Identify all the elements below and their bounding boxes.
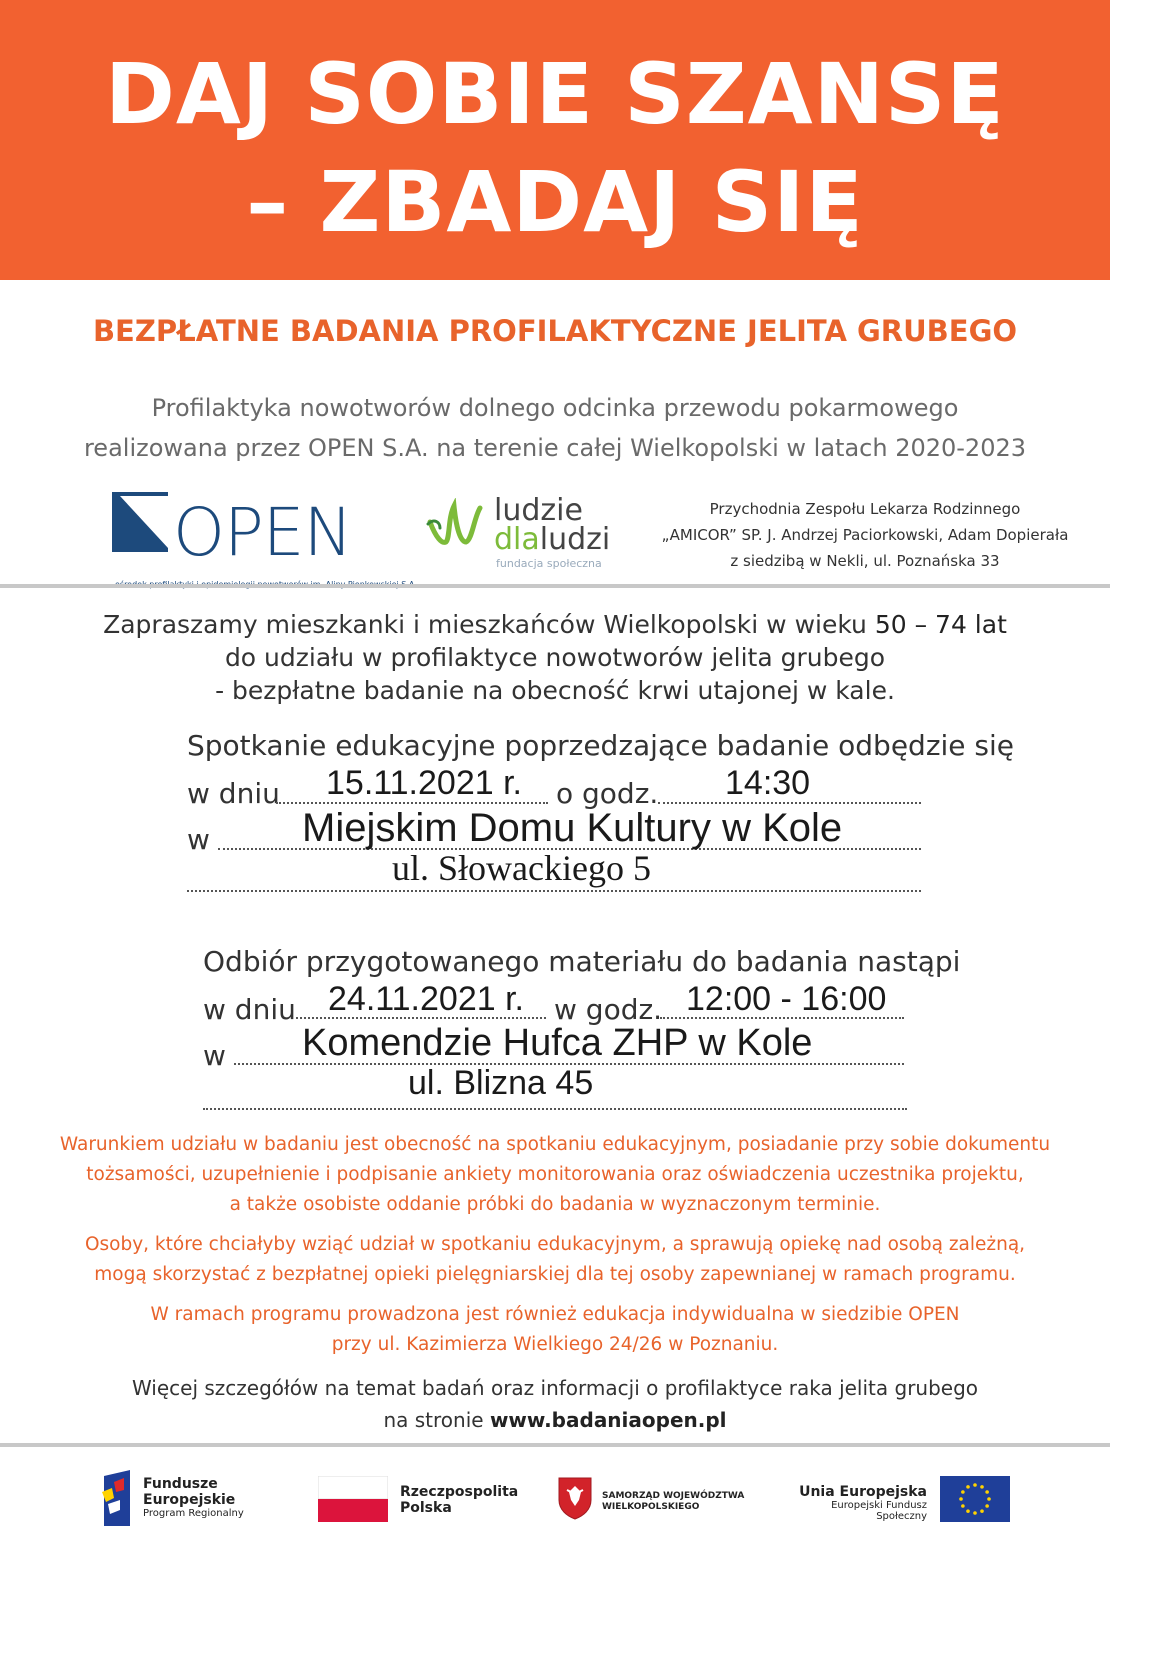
fe-line3: Program Regionalny <box>143 1508 244 1520</box>
eu-star <box>980 1485 984 1489</box>
eu-star <box>973 1483 977 1487</box>
eu-star <box>973 1511 977 1515</box>
clinic-line3: z siedzibą w Nekli, ul. Poznańska 33 <box>730 552 1000 570</box>
fundusze-europejskie-icon <box>98 1468 134 1528</box>
ue-text <box>785 1484 927 1522</box>
pickup-time-label: w godz. <box>554 993 663 1026</box>
invite-line2: do udziału w profilaktyce nowotworów jelita grubego <box>224 643 886 672</box>
rp-text <box>400 1484 518 1516</box>
ldl-logo-ludzi: ludzi <box>539 522 611 557</box>
rp-line1: Rzeczpospolita <box>400 1484 519 1500</box>
sw-text <box>602 1491 744 1513</box>
fe-text <box>143 1476 244 1520</box>
clinic-line1: Przychodnia Zespołu Lekarza Rodzinnego <box>709 500 1021 518</box>
eu-star <box>985 1504 989 1508</box>
meeting-address-line <box>187 890 921 892</box>
polish-flag-icon <box>318 1476 388 1522</box>
conditions-p1-line2: tożsamości, uzupełnienie i podpisanie ankiety monitorowania oraz oświadczenia uczestnika projektu, <box>86 1164 1024 1185</box>
meeting-address-value: ul. Słowackiego 5 <box>392 848 651 888</box>
conditions-p1-line1: Warunkiem udziału w badaniu jest obecność na spotkaniu edukacyjnym, posiadanie przy sobie dokumentu <box>59 1134 1051 1155</box>
ldl-logo-line2 <box>494 522 611 557</box>
meeting-date-value: 15.11.2021 r. <box>326 764 522 802</box>
open-logo-mark <box>112 492 168 552</box>
sw-line1: SAMORZĄD WOJEWÓDZTWA <box>602 1491 745 1501</box>
ldl-logo-dla: dla <box>494 522 540 557</box>
website-link[interactable]: www.badaniaopen.pl <box>489 1408 727 1432</box>
eu-star <box>985 1490 989 1494</box>
meeting-heading: Spotkanie edukacyjne poprzedzające badanie odbędzie się <box>187 729 1015 762</box>
meeting-time-label: o godz. <box>556 777 659 810</box>
eu-star <box>959 1497 963 1501</box>
intro-text <box>0 388 1110 468</box>
fe-line2: Europejskie <box>143 1492 236 1509</box>
conditions-p2-line2: mogą skorzystać z bezpłatnej opieki pielęgniarskiej dla tej osoby zapewnianej w ramach programu. <box>94 1264 1016 1285</box>
pickup-date-value: 24.11.2021 r. <box>328 980 524 1018</box>
ldl-logo-line1: ludzie <box>494 493 583 528</box>
conditions-p1-line3: a także osobiste oddanie próbki do badania w wyznaczonym terminie. <box>229 1194 881 1215</box>
conditions-p3-line1: W ramach programu prowadzona jest również edukacja indywidualna w siedzibie OPEN <box>150 1304 960 1325</box>
invite-line1 <box>0 608 1110 641</box>
meeting-date-label: w dniu <box>187 777 280 810</box>
pickup-time-value: 12:00 - 16:00 <box>686 980 887 1018</box>
ue-line1: Unia Europejska <box>799 1484 927 1500</box>
pickup-place-label: w <box>203 1039 226 1072</box>
pickup-address-value: ul. Blizna 45 <box>408 1064 594 1102</box>
eu-star <box>987 1497 991 1501</box>
eu-star <box>966 1509 970 1513</box>
eu-star <box>961 1504 965 1508</box>
eu-star <box>980 1509 984 1513</box>
pickup-address-line <box>203 1108 907 1110</box>
subtitle: BEZPŁATNE BADANIA PROFILAKTYCZNE JELITA GRUBEGO <box>92 314 1018 348</box>
meeting-time-line <box>658 802 921 804</box>
open-logo-text: OPEN <box>173 494 352 571</box>
ldl-logo-subtitle: fundacja społeczna <box>496 557 602 570</box>
sw-line2: WIELKOPOLSKIEGO <box>602 1501 700 1512</box>
clinic-info <box>660 496 1070 574</box>
invite-age-range: 50 – 74 lat <box>874 610 1007 639</box>
more-info-line1: Więcej szczegółów na temat badań oraz informacji o profilaktyce raka jelita grubego <box>131 1376 979 1400</box>
pickup-place-value: Komendzie Hufca ZHP w Kole <box>302 1022 813 1064</box>
divider-top <box>0 584 1110 588</box>
intro-line1: Profilaktyka nowotworów dolnego odcinka przewodu pokarmowego <box>151 394 959 422</box>
intro-line2: realizowana przez OPEN S.A. na terenie całej Wielkopolski w latach 2020-2023 <box>83 434 1027 462</box>
ludzie-dla-ludzi-logo-icon <box>426 498 488 550</box>
headline-line2: – ZBADAJ SIĘ <box>246 153 864 251</box>
rp-line2: Polska <box>400 1500 452 1517</box>
more-info-line2 <box>0 1404 1110 1436</box>
meeting-place-value: Miejskim Domu Kultury w Kole <box>302 806 843 850</box>
more-info-prefix: na stronie <box>383 1408 490 1432</box>
pickup-heading: Odbiór przygotowanego materiału do badania nastąpi <box>203 945 961 978</box>
headline-line1: DAJ SOBIE SZANSĘ <box>105 45 1005 143</box>
conditions-p2-line1: Osoby, które chciałyby wziąć udział w spotkaniu edukacyjnym, a sprawują opiekę nad osobą zależną, <box>84 1234 1026 1255</box>
divider-bottom <box>0 1443 1110 1447</box>
conditions-paragraph-1 <box>0 1130 1110 1220</box>
meeting-place-label: w <box>187 823 210 856</box>
invite-line1-text: Zapraszamy mieszkanki i mieszkańców Wielkopolski w wieku <box>103 610 875 639</box>
ue-line2: Europejski Fundusz Społeczny <box>831 1500 927 1523</box>
clinic-line2: „AMICOR” SP. J. Andrzej Paciorkowski, Adam Dopierała <box>661 526 1069 544</box>
eu-star <box>961 1490 965 1494</box>
conditions-paragraph-2 <box>0 1230 1110 1290</box>
conditions-p3-line2: przy ul. Kazimierza Wielkiego 24/26 w Poznaniu. <box>331 1334 779 1355</box>
conditions-paragraph-3 <box>0 1300 1110 1360</box>
invitation <box>0 608 1110 707</box>
eu-flag-icon <box>940 1476 1010 1522</box>
eu-star <box>966 1485 970 1489</box>
more-info <box>0 1372 1110 1436</box>
header-banner <box>0 0 1110 280</box>
fe-line1: Fundusze <box>143 1476 218 1492</box>
meeting-time-value: 14:30 <box>725 764 811 802</box>
wielkopolska-coat-of-arms-icon <box>557 1476 593 1520</box>
invite-line3: - bezpłatne badanie na obecność krwi utajonej w kale. <box>215 676 895 705</box>
pickup-date-label: w dniu <box>203 993 296 1026</box>
meeting-date-line <box>276 802 548 804</box>
